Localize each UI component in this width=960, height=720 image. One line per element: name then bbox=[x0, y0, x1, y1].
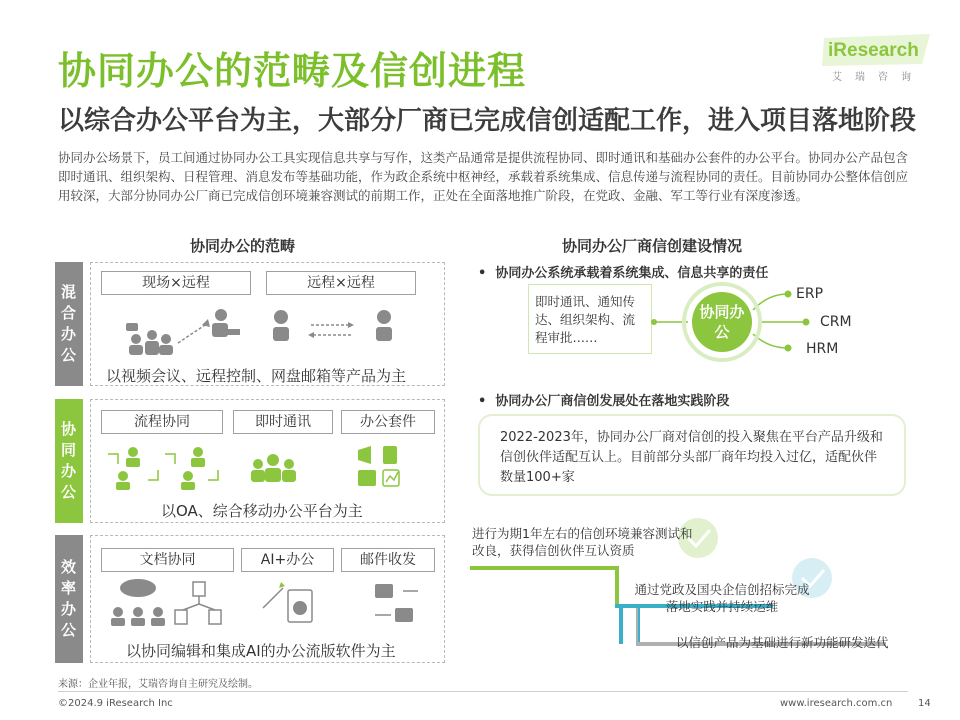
functions-text: 即时通讯、通知传达、组织架构、流程审批…… bbox=[535, 294, 636, 345]
group-box-collab bbox=[90, 399, 445, 523]
bullet-dot-icon-2: • bbox=[478, 394, 496, 409]
tag-workflow: 流程协同 bbox=[101, 410, 223, 434]
progress-text: 2022-2023年，协同办公厂商对信创的投入聚焦在平台产品升级和信创伙伴适配互认上。目前部分头部厂商年均投入过亿，适配伙伴数量100+家 bbox=[500, 430, 883, 485]
page-number: 14 bbox=[918, 698, 931, 709]
caption-collab: 以OA、综合移动办公平台为主 bbox=[161, 502, 363, 520]
circle-label: 协同办公 bbox=[699, 303, 745, 341]
iresearch-logo bbox=[822, 32, 932, 87]
tag-doc-collab: 文档协同 bbox=[101, 548, 234, 572]
group-box-hybrid bbox=[90, 262, 445, 386]
group-label-collab bbox=[55, 399, 83, 523]
caption-efficiency: 以协同编辑和集成AI的办公流版软件为主 bbox=[126, 642, 396, 660]
tag-im: 即时通讯 bbox=[233, 410, 333, 434]
tag-mail: 邮件收发 bbox=[341, 548, 435, 572]
system-erp: ERP bbox=[796, 286, 824, 302]
tag-remote-remote: 远程×远程 bbox=[266, 271, 416, 295]
group-label-hybrid-text: 混合办公 bbox=[61, 283, 81, 364]
right-heading: 协同办公厂商信创建设情况 bbox=[562, 237, 743, 255]
group-label-efficiency bbox=[55, 535, 83, 663]
efficiency-office-icons bbox=[103, 578, 433, 630]
source-note: 来源：企业年报，艾瑞咨询自主研究及绘制。 bbox=[58, 679, 258, 690]
copyright: ©2024.9 iResearch Inc bbox=[58, 698, 173, 709]
group-label-hybrid bbox=[55, 262, 83, 386]
page-title: 协同办公的范畴及信创进程 bbox=[58, 49, 527, 93]
system-hrm: HRM bbox=[806, 341, 839, 357]
bullet-practice bbox=[478, 390, 729, 409]
intro-paragraph: 协同办公场景下，员工间通过协同办公工具实现信息共享与写作，这类产品通常是提供流程协同、即时通讯和基础办公套件的办公平台。协同办公产品包含即时通讯、组织架构、日程管理、消息发布等基础功能，作为政企系统中枢神经，承载着系统集成、信息传递与流程协同的责任。目前协同办公整体信创应用较深，大部分协同办公厂商已完成信创环境兼容测试的前期工作，正处在全面落地推广阶段，在党政、金融、军工等行业有深度渗透。 bbox=[58, 150, 909, 203]
progress-box bbox=[478, 414, 906, 496]
logo-brand: iResearch bbox=[828, 40, 919, 61]
tag-onsite-remote: 现场×远程 bbox=[101, 271, 251, 295]
footer-divider bbox=[58, 691, 908, 692]
caption-hybrid: 以视频会议、远程控制、网盘邮箱等产品为主 bbox=[106, 367, 407, 385]
left-heading: 协同办公的范畴 bbox=[190, 237, 296, 255]
hybrid-office-icons bbox=[116, 303, 436, 361]
website-link[interactable]: www.iresearch.com.cn bbox=[780, 698, 893, 709]
functions-box bbox=[528, 284, 652, 354]
collab-office-icons bbox=[103, 442, 433, 492]
group-label-collab-text: 协同办公 bbox=[61, 420, 81, 501]
step-2: 通过党政及国央企信创招标完成落地实践并持续运维 bbox=[634, 582, 810, 614]
bullet-practice-text: 协同办公厂商信创发展处在落地实践阶段 bbox=[495, 394, 730, 409]
step-3: 以信创产品为基础进行新功能研发迭代 bbox=[676, 635, 889, 650]
step-1: 进行为期1年左右的信创环境兼容测试和改良，获得信创伙伴互认资质 bbox=[472, 526, 693, 558]
page-subtitle: 以综合办公平台为主，大部分厂商已完成信创适配工作，进入项目落地阶段 bbox=[58, 106, 917, 136]
system-crm: CRM bbox=[820, 314, 852, 330]
tag-office-suite: 办公套件 bbox=[341, 410, 435, 434]
bullet-dot-icon: • bbox=[478, 266, 496, 281]
logo-cn: 艾瑞咨询 bbox=[832, 72, 924, 83]
group-box-efficiency bbox=[90, 535, 445, 663]
group-label-efficiency-text: 效率办公 bbox=[61, 558, 81, 639]
tag-ai-office: AI+办公 bbox=[241, 548, 334, 572]
bullet-integration-text: 协同办公系统承载着系统集成、信息共享的责任 bbox=[495, 266, 769, 281]
